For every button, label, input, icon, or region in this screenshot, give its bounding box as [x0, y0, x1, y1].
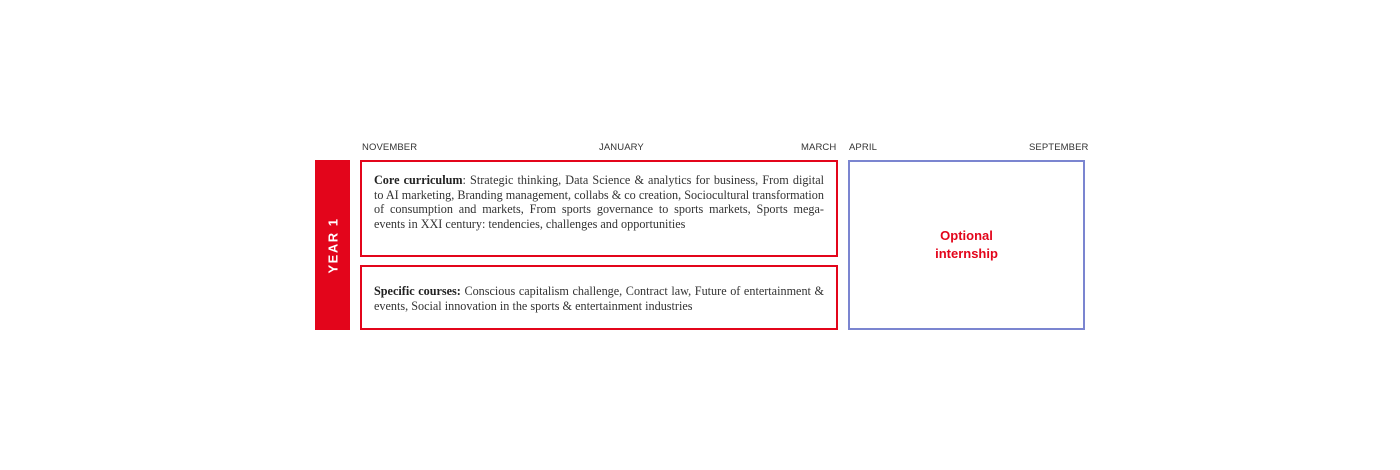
specific-courses-title: Specific courses: — [374, 284, 461, 298]
month-november: NOVEMBER — [362, 142, 418, 153]
core-curriculum-title: Core curriculum — [374, 173, 463, 187]
year-bar — [315, 160, 350, 330]
specific-courses-text — [374, 284, 824, 313]
month-april: APRIL — [849, 142, 877, 153]
core-curriculum-courses: : Strategic thinking, Data Science & analytics for business, From digital to AI marketing, Branding management, collabs & co creation, Sociocultural transformation of consumption and markets, From sports governance to sports markets, Sports mega-events in XXI century: tendencies, challenges and opportunities — [374, 173, 824, 231]
year-label: YEAR 1 — [325, 217, 340, 273]
specific-courses-list: Conscious capitalism challenge, Contract law, Future of entertainment & events, Social innovation in the sports & entertainment industries — [374, 284, 825, 313]
month-september: SEPTEMBER — [1029, 142, 1089, 153]
core-curriculum-text — [374, 173, 824, 231]
internship-label: Optional internship — [935, 228, 998, 261]
core-curriculum-box — [360, 160, 838, 257]
month-march: MARCH — [801, 142, 837, 153]
internship-box — [848, 160, 1085, 330]
specific-courses-box — [360, 265, 838, 330]
month-january: JANUARY — [599, 142, 644, 153]
